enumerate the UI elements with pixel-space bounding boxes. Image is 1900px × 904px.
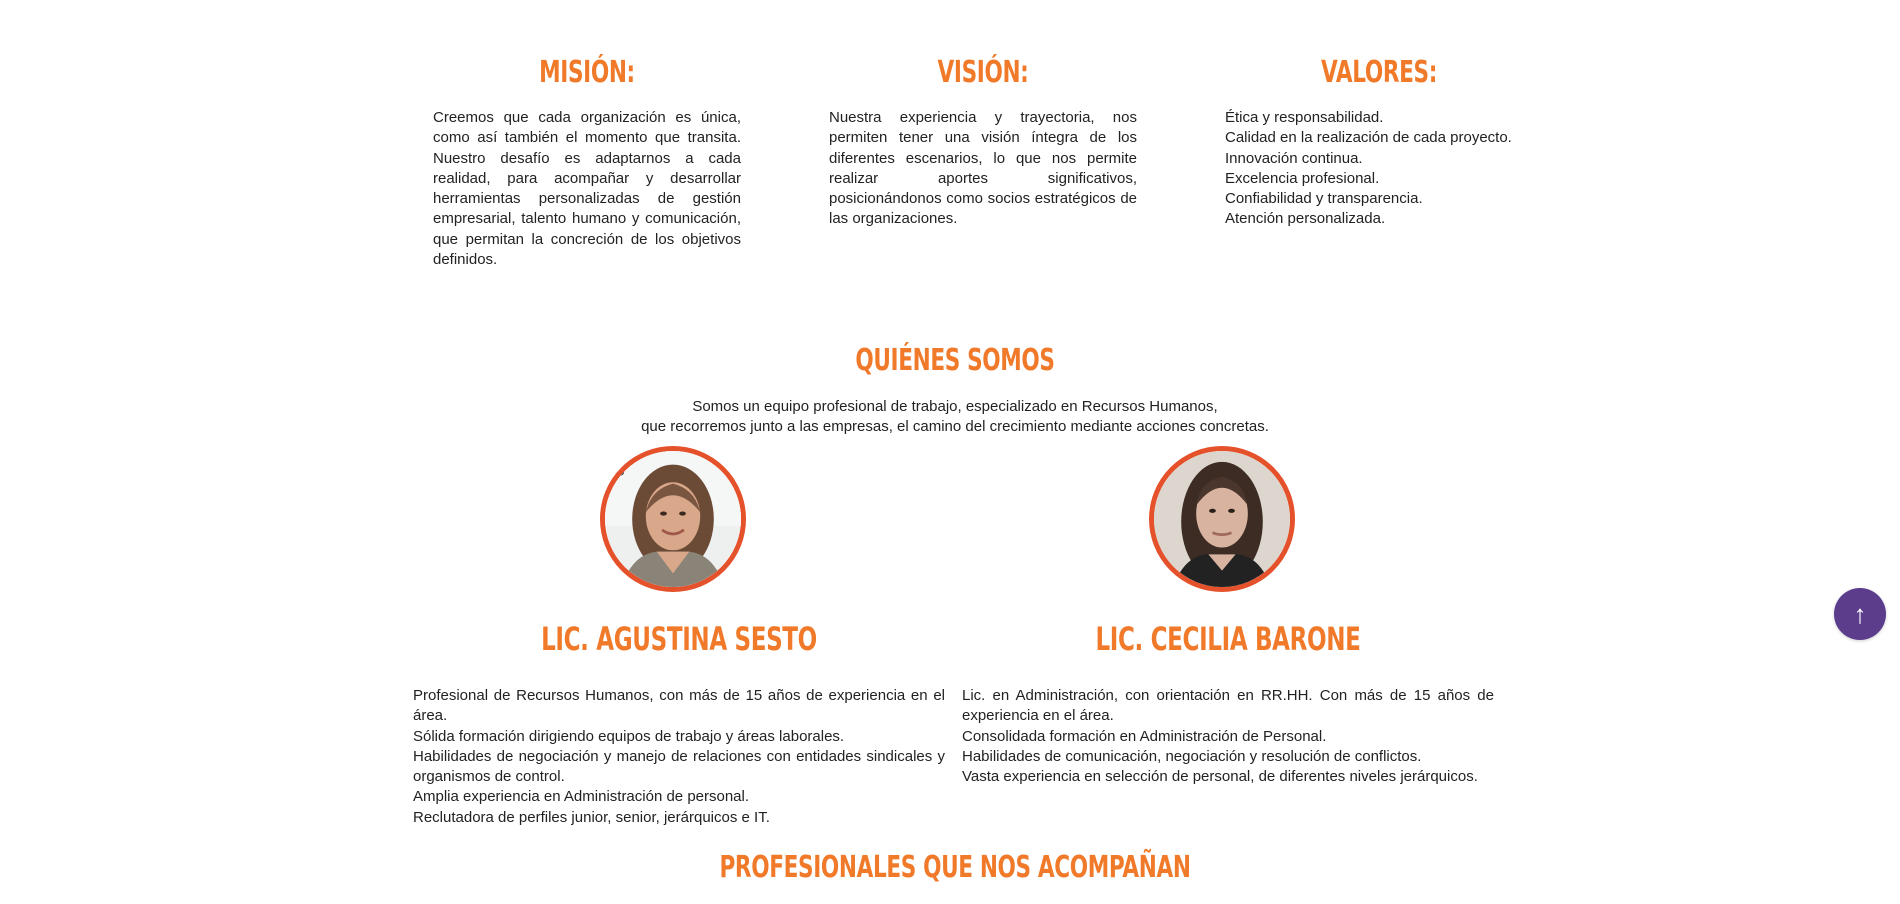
values-title: VALORES: [1320,55,1438,90]
values-section [1225,52,1533,270]
vision-text: Nuestra experiencia y trayectoria, nos permiten tener una visión íntegra de los diferentes escenarios, lo que nos permite realizar aportes significativos, posicionándonos como socios estratégicos de las organizaciones. [829,109,1137,228]
person-bio [962,686,1494,787]
avatar-agustina-sesto [600,446,746,592]
bio-line: Lic. en Administración, con orientación en RR.HH. Con más de 15 años de experiencia en el área. [962,687,1494,725]
bio-line: Profesional de Recursos Humanos, con más de 15 años de experiencia en el área. [413,687,945,725]
bio-line: Consolidada formación en Administración de Personal. [962,727,1327,745]
mission-title: MISIÓN: [539,55,635,90]
values-item: Innovación continua. [1225,149,1363,167]
values-item: Excelencia profesional. [1225,169,1380,187]
bio-line: Habilidades de comunicación, negociación y resolución de conflictos. [962,747,1422,765]
about-intro-line: que recorremos junto a las empresas, el camino del crecimiento mediante acciones concretas. [641,418,1269,436]
partners-title: PROFESIONALES QUE NOS ACOMPAÑAN [719,850,1191,885]
person-name-wrap [1028,618,1428,660]
person-bio [413,686,945,828]
svg-text:S: S [613,458,626,481]
portrait-image [1154,451,1290,587]
arrow-up-icon: ↑ [1853,598,1867,629]
values-item: Calidad en la realización de cada proyecto. [1225,129,1512,147]
partners-heading-wrap [0,847,1900,889]
person-name: LIC. CECILIA BARONE [1095,620,1361,658]
values-item: Confiabilidad y transparencia. [1225,190,1423,208]
scroll-to-top-button[interactable] [1834,588,1886,640]
person-name-wrap [479,618,879,660]
vision-section [829,52,1137,270]
values-item: Atención personalizada. [1225,210,1386,228]
bio-line: Reclutadora de perfiles junior, senior, jerárquicos e IT. [413,808,770,826]
about-title: QUIÉNES SOMOS [855,343,1055,378]
vision-title: VISIÓN: [937,55,1029,90]
about-intro-line: Somos un equipo profesional de trabajo, especializado en Recursos Humanos, [692,398,1218,415]
bio-line: Habilidades de negociación y manejo de relaciones con entidades sindicales y organismos de control. [413,747,945,786]
mission-text: Creemos que cada organización es única, como así también el momento que transita. Nuestro desafío es adaptarnos a cada realidad, para acompañar y desarrollar herramientas personalizadas de gestión empresarial, talento humano y comunicación, que permitan la concreción de los objetivos definidos. [433,109,741,269]
about-intro [0,397,1900,438]
bio-line: Amplia experiencia en Administración de personal. [413,788,750,806]
mission-vision-values [433,52,1533,270]
person-name: LIC. AGUSTINA SESTO [541,620,817,658]
about-heading-wrap [0,340,1900,382]
mission-section [433,52,741,270]
portrait-image [605,451,741,587]
values-list [1225,108,1533,230]
avatar-cecilia-barone [1149,446,1295,592]
bio-line: Vasta experiencia en selección de personal, de diferentes niveles jerárquicos. [962,768,1478,786]
values-item: Ética y responsabilidad. [1225,109,1384,126]
bio-line: Sólida formación dirigiendo equipos de trabajo y áreas laborales. [413,727,845,745]
